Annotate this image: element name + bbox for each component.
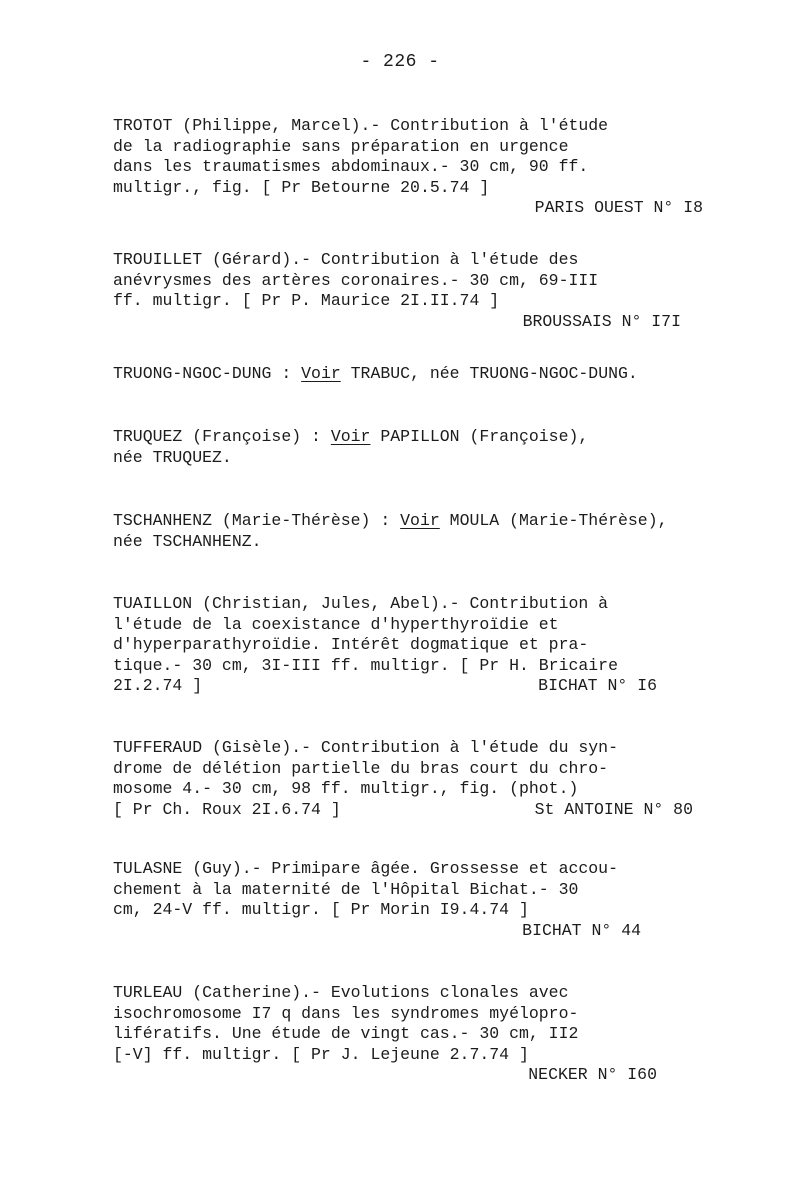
cross-reference-entry <box>113 364 703 385</box>
entry-line: [ Pr Ch. Roux 2I.6.74 ] <box>113 799 341 819</box>
entry-line: dans les traumatismes abdominaux.- 30 cm, 90 ff. <box>113 157 589 176</box>
entry-location: BROUSSAIS N° I7I <box>522 311 681 331</box>
entry-line: l'étude de la coexistance d'hyperthyroïdie et <box>113 614 559 634</box>
entry-name: TRUONG-NGOC-DUNG : <box>113 364 292 383</box>
entry-line: ff. multigr. [ Pr P. Maurice 2I.II.74 ] <box>113 291 500 310</box>
entry-name: TSCHANHENZ (Marie-Thérèse) : <box>113 511 391 530</box>
entry-line: 2I.2.74 ] <box>113 676 203 695</box>
voir-reference: Voir <box>301 364 341 383</box>
entry-name: TRUQUEZ (Françoise) : <box>113 427 321 446</box>
entry-line: mosome 4.- 30 cm, 98 ff. multigr., fig. (phot.) <box>113 779 579 798</box>
bibliographic-entry <box>113 116 703 219</box>
bibliographic-entry <box>113 859 703 941</box>
entry-line: TUFFERAUD (Gisèle).- Contribution à l'étude du syn- <box>113 738 618 757</box>
reference-target: PAPILLON (Françoise), <box>380 427 589 446</box>
voir-reference: Voir <box>400 511 440 530</box>
entry-location: NECKER N° I60 <box>528 1065 657 1084</box>
entry-line: [-V] ff. multigr. [ Pr J. Lejeune 2.7.74 ] <box>113 1044 529 1064</box>
entry-line: née TSCHANHENZ. <box>113 531 262 551</box>
entry-line: multigr., fig. [ Pr Betourne 20.5.74 ] <box>113 177 490 197</box>
reference-target: MOULA (Marie-Thérèse), <box>449 511 668 530</box>
cross-reference-entry <box>113 511 703 552</box>
entry-line: TROUILLET (Gérard).- Contribution à l'étude des <box>113 250 579 269</box>
reference-target: TRABUC, née TRUONG-NGOC-DUNG. <box>350 364 638 383</box>
entry-line: chement à la maternité de l'Hôpital Bichat.- 30 <box>113 879 579 899</box>
bibliographic-entry <box>113 594 703 697</box>
entry-location: PARIS OUEST N° I8 <box>534 198 703 217</box>
entry-line: tique.- 30 cm, 3I-III ff. multigr. [ Pr H. Bricaire <box>113 655 618 675</box>
page-number: - 226 - <box>360 52 440 72</box>
bibliographic-entry <box>113 983 703 1086</box>
entry-line: isochromosome I7 q dans les syndromes myélopro- <box>113 1003 579 1023</box>
entry-line: lifératifs. Une étude de vingt cas.- 30 cm, II2 <box>113 1024 579 1043</box>
entry-line: drome de délétion partielle du bras court du chro- <box>113 758 609 778</box>
entry-location: St ANTOINE N° 80 <box>534 799 693 819</box>
entry-line: TULASNE (Guy).- Primipare âgée. Grossesse et accou- <box>113 859 618 878</box>
entry-line: cm, 24-V ff. multigr. [ Pr Morin I9.4.74 ] <box>113 900 529 919</box>
entry-line: d'hyperparathyroïdie. Intérêt dogmatique et pra- <box>113 635 589 654</box>
entry-line: TUAILLON (Christian, Jules, Abel).- Contribution à <box>113 594 609 613</box>
entry-line: née TRUQUEZ. <box>113 447 232 467</box>
bibliographic-entry <box>113 250 703 332</box>
entry-line: de la radiographie sans préparation en urgence <box>113 136 569 156</box>
entry-location: BICHAT N° I6 <box>538 676 657 695</box>
entry-line: TURLEAU (Catherine).- Evolutions clonales avec <box>113 983 569 1002</box>
entry-location: BICHAT N° 44 <box>522 920 641 940</box>
entry-line: anévrysmes des artères coronaires.- 30 cm, 69-III <box>113 270 599 290</box>
entry-line: TROTOT (Philippe, Marcel).- Contribution à l'étude <box>113 116 609 135</box>
bibliographic-entry <box>113 738 703 820</box>
cross-reference-entry <box>113 427 703 468</box>
voir-reference: Voir <box>330 427 371 446</box>
